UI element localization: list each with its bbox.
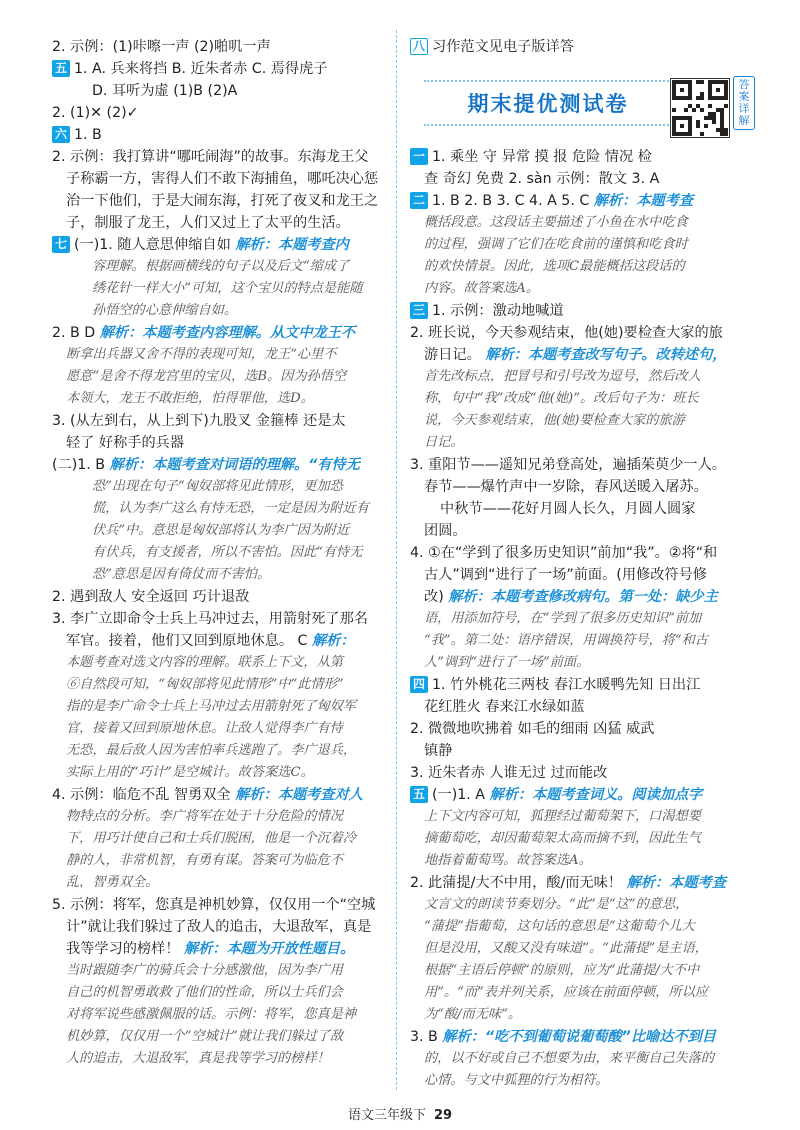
right-line: 3. 重阳节——遥知兄弟登高处，遍插茱萸少一人。 xyxy=(410,457,726,473)
analysis-line: 地指着葡萄骂。故答案选A。 xyxy=(424,853,592,868)
left-line: 计”就让我们躲过了敌人的追击，大退敌军，真是 xyxy=(66,919,372,935)
analysis-line: 的过程，强调了它们在吃食前的谨慎和吃食时 xyxy=(424,237,688,252)
analysis-line: 当时跟随李广的骑兵会十分感激他，因为李广用 xyxy=(66,963,343,978)
left-line: 六 1. B xyxy=(52,124,412,146)
page-number: 29 xyxy=(433,1108,453,1123)
analysis-line: 的欢快情景。因此，选项C最能概括这段话的 xyxy=(424,259,685,274)
left-line: 2. 示例：我打算讲“哪吒闹海”的故事。东海龙王父 xyxy=(52,149,369,165)
left-line: 子，制服了龙王，人们又过上了太平的生活。 xyxy=(66,215,350,231)
section-tag-5: 五 xyxy=(52,60,70,77)
right-line: 五 (一)1. A 解析：本题考查词义。阅读加点字 xyxy=(410,784,770,806)
analysis-line: 伏兵”中。意思是匈奴部将认为李广因为附近 xyxy=(92,523,350,538)
left-line: 2. 遇到敌人 安全返回 巧计退敌 xyxy=(52,589,250,605)
section-tag-8: 八 xyxy=(410,38,428,55)
right-line: 3. 近朱者赤 人谁无过 过而能改 xyxy=(410,765,608,781)
left-line: 2. 示例：(1)咔嚓一声 (2)啪叽一声 xyxy=(52,39,271,55)
right-line: 改) 解析：本题考查修改病句。第一处：缺少主 xyxy=(424,589,718,605)
analysis-line: 官，接着又回到原地休息。让敌人觉得李广有恃 xyxy=(66,721,343,736)
right-line: 游日记。 解析：本题考查改写句子。改转述句， xyxy=(424,347,727,363)
analysis-line: 自己的机智勇敢救了他们的性命，所以士兵们会 xyxy=(66,985,343,1000)
section-tag-6: 六 xyxy=(52,126,70,143)
right-line: 花红胜火 春来江水绿如蓝 xyxy=(424,699,585,715)
analysis-line: 语，用添加符号，在“学到了很多历史知识”前加 xyxy=(424,611,702,626)
analysis-line: 恐”出现在句子“匈奴部将见此情形，更加恐 xyxy=(92,479,343,494)
left-line: 5. 示例：将军，您真是神机妙算，仅仅用一个“空城 xyxy=(52,897,376,913)
analysis-line: 日记。 xyxy=(424,435,464,450)
footer-subject: 语文三年级下 xyxy=(347,1108,426,1123)
right-header: 八 习作范文见电子版详答 xyxy=(410,36,770,58)
analysis-line: 用”。“而”表并列关系，应该在前面停顿，所以应 xyxy=(424,985,708,1000)
analysis-line: 但是没用，又酸又没有味道”。“此蒲提”是主语， xyxy=(424,941,708,956)
analysis-line: 内容。故答案选A。 xyxy=(424,281,540,296)
analysis-line: 无恐，最后敌人因为害怕率兵逃跑了。李广退兵， xyxy=(66,743,357,758)
left-line: 2. B D 解析：本题考查内容理解。从文中龙王不 xyxy=(52,325,356,341)
right-line: 查 奇幻 免费 2. sàn 示例：散文 3. A xyxy=(424,171,660,187)
left-line: 军官。接着，他们又回到原地休息。 C 解析： xyxy=(66,633,355,649)
section-tag-1: 一 xyxy=(410,148,428,165)
analysis-line: 文言文的朗读节奏划分。“此”是“这”的意思， xyxy=(424,897,689,912)
analysis-line: 为“酸/而无味”。 xyxy=(424,1007,522,1022)
analysis-line: 根据“主语后停顿”的原则，应为“此蒲提/大不中 xyxy=(424,963,700,978)
section-tag-4: 四 xyxy=(410,676,428,693)
right-line: 4. ①在“学到了很多历史知识”前加“我”。②将“和 xyxy=(410,545,718,561)
left-column xyxy=(52,36,412,1070)
left-line: 子称霸一方，害得人们不敢下海捕鱼，哪吒决心惩 xyxy=(66,171,379,187)
left-line: 3. (从左到右，从上到下)九股叉 金箍棒 还是太 xyxy=(52,413,346,429)
analysis-line: 对将军说些感激佩服的话。示例：将军，您真是神 xyxy=(66,1007,357,1022)
left-line: 我等学习的榜样！ 解析：本题为开放性题目。 xyxy=(66,941,355,957)
left-line: 2. (1)✕ (2)✓ xyxy=(52,105,139,121)
section-tag-7: 七 xyxy=(52,236,70,253)
analysis-line: 有伏兵，有支援者，所以不害怕。因此“有恃无 xyxy=(92,545,363,560)
analysis-line: 断拿出兵器又舍不得的表现可知，龙王“心里不 xyxy=(66,347,337,362)
analysis-line: 静的人，非常机智，有勇有谋。答案可为临危不 xyxy=(66,853,343,868)
analysis-line: ⑥自然段可知，“匈奴部将见此情形”中“此情形” xyxy=(66,677,344,692)
right-line: 古人”调到“进行了一场”前面。(用修改符号修 xyxy=(424,567,707,583)
right-line: 春节——爆竹声中一岁除，春风送暖入屠苏。 xyxy=(424,479,708,495)
left-line: 治一下他们，于是大闹东海，打死了夜叉和龙王之 xyxy=(66,193,379,209)
right-line: 二 1. B 2. B 3. C 4. A 5. C 解析：本题考查 xyxy=(410,190,770,212)
qr-code-icon[interactable] xyxy=(670,78,730,138)
analysis-line: 乱，智勇双全。 xyxy=(66,875,159,890)
left-line: 轻了 好称手的兵器 xyxy=(66,435,185,451)
analysis-line: 机妙算，仅仅用一个“空城计”就让我们躲过了敌 xyxy=(66,1029,344,1044)
analysis-line: 人”调到“进行了一场”前面。 xyxy=(424,655,590,670)
left-line: D. 耳听为虚 (1)B (2)A xyxy=(92,83,238,99)
right-line: 四 1. 竹外桃花三两枝 春江水暖鸭先知 日出江 xyxy=(410,674,770,696)
section-tag-5b: 五 xyxy=(410,786,428,803)
qr-label: 答案详解 xyxy=(733,76,755,130)
section-tag-3: 三 xyxy=(410,302,428,319)
analysis-line: 容理解。根据画横线的句子以及后文“缩成了 xyxy=(92,259,350,274)
left-line: 五 1. A. 兵来将挡 B. 近朱者赤 C. 焉得虎子 xyxy=(52,58,412,80)
analysis-line: 实际上用的“巧计”是空城计。故答案选C。 xyxy=(66,765,314,780)
analysis-line: 愿意”是舍不得龙宫里的宝贝，选B。因为孙悟空 xyxy=(66,369,347,384)
analysis-line: 首先改标点，把冒号和引号改为逗号，然后改人 xyxy=(424,369,701,384)
analysis-line: 概括段意。这段话主要描述了小鱼在水中吃食 xyxy=(424,215,688,230)
analysis-line: 慌，认为李广这么有恃无恐，一定是因为附近有 xyxy=(92,501,369,516)
right-line: 镇静 xyxy=(424,743,453,759)
exam-title-banner xyxy=(424,80,672,126)
analysis-line: 恐”意思是因有倚仗而不害怕。 xyxy=(92,567,271,582)
exam-title: 期末提优测试卷 xyxy=(467,92,629,116)
analysis-line: 人的追击，大退敌军，真是我等学习的榜样！ xyxy=(66,1051,330,1066)
analysis-line: 绣花针一样大小”可知，这个宝贝的特点是能随 xyxy=(92,281,363,296)
left-line: 3. 李广立即命令士兵上马冲过去，用箭射死了那名 xyxy=(52,611,368,627)
analysis-line: 说，今天参观结束，他(她)要检查大家的旅游 xyxy=(424,413,685,428)
right-line: 2. 班长说，今天参观结束，他(她)要检查大家的旅 xyxy=(410,325,723,341)
analysis-line: 物特点的分析。李广将军在处于十分危险的情况 xyxy=(66,809,343,824)
right-column xyxy=(410,146,770,1092)
left-line: 七 (一)1. 随人意思伸缩自如 解析：本题考查内 xyxy=(52,234,412,256)
analysis-line: 的，以不好或自己不想要为由，来平衡自己失落的 xyxy=(424,1051,715,1066)
right-line: 团圆。 xyxy=(424,523,467,539)
analysis-line: 摘葡萄吃，却因葡萄架太高而摘不到，因此生气 xyxy=(424,831,701,846)
right-line: 三 1. 示例：激动地喊道 xyxy=(410,300,770,322)
left-line: (二)1. B 解析：本题考查对词语的理解。“有恃无 xyxy=(52,457,360,473)
analysis-line: “我”。第二处：语序错误，用调换符号，将“和古 xyxy=(424,633,708,648)
right-line: 中秋节——花好月圆人长久，月圆人圆家 xyxy=(440,501,696,517)
analysis-line: 上下文内容可知，狐狸经过葡萄架下，口渴想要 xyxy=(424,809,701,824)
left-line: 4. 示例：临危不乱 智勇双全 解析：本题考查对人 xyxy=(52,787,363,803)
analysis-line: 心情。与文中狐狸的行为相符。 xyxy=(424,1073,609,1088)
right-line: 2. 此蒲提/大不中用，酸/而无味！ 解析：本题考查 xyxy=(410,875,726,891)
analysis-line: 本领大，龙王不敢拒绝，怕得罪他，选D。 xyxy=(66,391,314,406)
analysis-line: 本题考查对选文内容的理解。联系上下文，从第 xyxy=(66,655,343,670)
analysis-line: 指的是李广命令士兵上马冲过去用箭射死了匈奴军 xyxy=(66,699,357,714)
page-footer xyxy=(0,1104,800,1123)
right-line: 2. 微微地吹拂着 如毛的细雨 凶猛 威武 xyxy=(410,721,655,737)
analysis-line: “蒲提”指葡萄，这句话的意思是“这葡萄个儿大 xyxy=(424,919,695,934)
analysis-line: 称，句中“我”改成“他(她)”。改后句子为：班长 xyxy=(424,391,699,406)
analysis-line: 下，用巧计使自己和士兵们脱困，他是一个沉着冷 xyxy=(66,831,357,846)
right-line: 一 1. 乘坐 守 异常 摸 报 危险 情况 检 xyxy=(410,146,770,168)
right-line: 3. B 解析：“吃不到葡萄说葡萄酸”比喻达不到目 xyxy=(410,1029,716,1045)
analysis-line: 孙悟空的心意伸缩自如。 xyxy=(92,303,238,318)
section-tag-2: 二 xyxy=(410,192,428,209)
